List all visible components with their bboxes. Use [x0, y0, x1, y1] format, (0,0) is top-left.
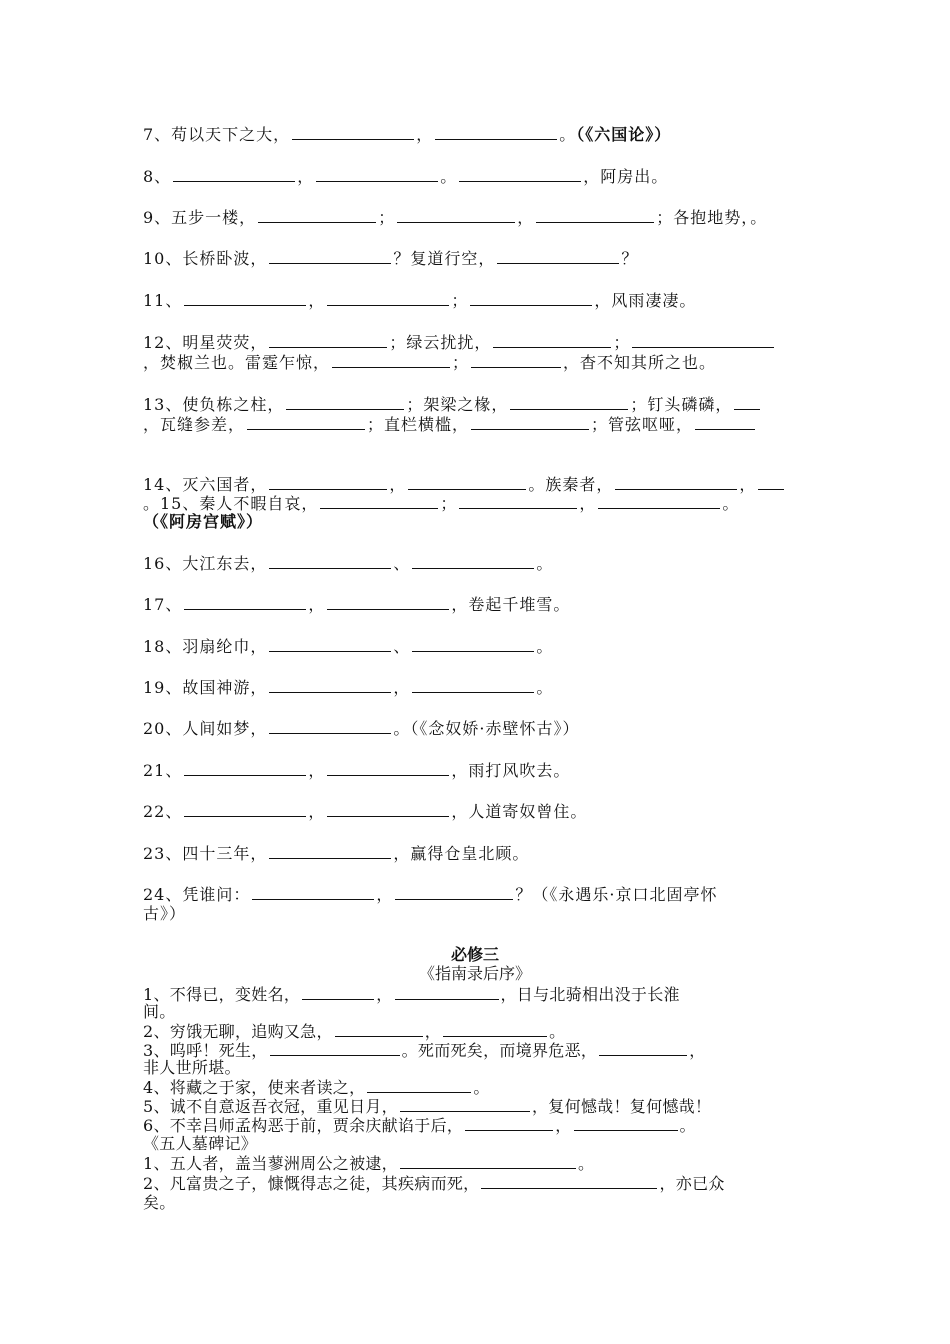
- blank[interactable]: [367, 1077, 471, 1093]
- blank[interactable]: [412, 553, 534, 569]
- blank[interactable]: [459, 493, 577, 509]
- blank[interactable]: [695, 414, 755, 430]
- blank[interactable]: [493, 332, 611, 348]
- question-23: 23、四十三年， ，赢得仓皇北顾。: [143, 844, 530, 863]
- question-24: 24、凭谁问： ， ？（《永遇乐·京口北固亭怀: [143, 885, 718, 904]
- blank[interactable]: [173, 166, 295, 182]
- blank[interactable]: [497, 248, 619, 264]
- source-label: （《阿房宫赋》）: [143, 512, 264, 531]
- question-21: 21、 ， ，雨打风吹去。: [143, 761, 571, 780]
- blank[interactable]: [632, 332, 774, 348]
- blank[interactable]: [734, 394, 760, 410]
- blank[interactable]: [443, 1021, 547, 1037]
- blank[interactable]: [292, 124, 414, 140]
- blank[interactable]: [400, 1153, 576, 1169]
- s3-line: 3、呜呼！死生， 。死而死矣，而境界危恶， ，: [143, 1041, 706, 1060]
- question-7: 7、苟以天下之大， ， 。（《六国论》）: [143, 125, 672, 144]
- s5-line: 5、诚不自意返吾衣冠，重见日月， ，复何憾哉！复何憾哉！: [143, 1097, 712, 1116]
- blank[interactable]: [269, 843, 391, 859]
- question-11: 11、 ， ； ，风雨凄凄。: [143, 291, 697, 310]
- blank[interactable]: [269, 553, 391, 569]
- question-13: 13、使负栋之柱， ；架梁之椽， ；钉头磷磷，: [143, 394, 762, 415]
- question-13-line2: ，瓦缝参差， ；直栏横槛， ；管弦呕哑，: [143, 414, 757, 435]
- question-10: 10、长桥卧波， ？复道行空， ？: [143, 249, 639, 268]
- s4-line: 4、将藏之于家，使来者读之， 。: [143, 1078, 490, 1097]
- blank[interactable]: [397, 207, 515, 223]
- s6-line: 6、不幸吕师孟构恶于前，贾余庆献谄于后， ， 。: [143, 1116, 696, 1135]
- question-9: 9、五步一楼， ； ， ；各抱地势，。: [143, 208, 768, 227]
- blank[interactable]: [320, 493, 438, 509]
- question-14: 14、灭六国者， ， 。族秦者， ，: [143, 474, 786, 495]
- t2-line2: 矣。: [143, 1193, 176, 1212]
- section-title: 必修三: [450, 945, 499, 964]
- blank[interactable]: [252, 884, 374, 900]
- blank[interactable]: [574, 1115, 678, 1131]
- blank[interactable]: [184, 594, 306, 610]
- blank[interactable]: [327, 801, 449, 817]
- blank[interactable]: [400, 1096, 530, 1112]
- blank[interactable]: [269, 636, 391, 652]
- question-22: 22、 ， ，人道寄奴曾住。: [143, 802, 588, 821]
- blank[interactable]: [470, 290, 592, 306]
- blank[interactable]: [536, 207, 654, 223]
- blank[interactable]: [412, 677, 534, 693]
- blank[interactable]: [332, 352, 450, 368]
- blank[interactable]: [395, 984, 499, 1000]
- question-17: 17、 ， ，卷起千堆雪。: [143, 595, 571, 614]
- section-subtitle: 《指南录后序》: [418, 964, 531, 983]
- blank[interactable]: [327, 760, 449, 776]
- blank[interactable]: [269, 718, 391, 734]
- blank[interactable]: [408, 474, 526, 490]
- section-subtitle: 《五人墓碑记》: [143, 1134, 258, 1153]
- blank[interactable]: [598, 493, 720, 509]
- t2-line: 2、凡富贵之子，慷慨得志之徒，其疾病而死， ，亦已众: [143, 1174, 725, 1193]
- question-16: 16、大江东去， 、 。: [143, 554, 554, 573]
- blank[interactable]: [247, 414, 365, 430]
- question-19: 19、故国神游， ， 。: [143, 678, 554, 697]
- blank[interactable]: [599, 1040, 687, 1056]
- blank[interactable]: [758, 474, 784, 490]
- blank[interactable]: [302, 984, 374, 1000]
- blank[interactable]: [412, 636, 534, 652]
- s3-line2: 非人世所堪。: [143, 1058, 241, 1077]
- blank[interactable]: [395, 884, 513, 900]
- blank[interactable]: [269, 248, 391, 264]
- question-20: 20、人间如梦， 。（《念奴娇·赤壁怀古》）: [143, 719, 580, 738]
- source-label: （《六国论》）: [576, 125, 672, 144]
- question-12-line2: ，焚椒兰也。雷霆乍惊， ； ，杳不知其所之也。: [143, 353, 717, 372]
- blank[interactable]: [269, 677, 391, 693]
- question-15: 。15、秦人不暇自哀， ； ， 。: [143, 494, 740, 513]
- blank[interactable]: [435, 124, 557, 140]
- blank[interactable]: [327, 594, 449, 610]
- blank[interactable]: [184, 801, 306, 817]
- question-8: 8、 ， 。 ，阿房出。: [143, 167, 669, 186]
- blank[interactable]: [269, 474, 387, 490]
- blank[interactable]: [510, 394, 628, 410]
- blank[interactable]: [316, 166, 438, 182]
- blank[interactable]: [286, 394, 404, 410]
- s1-line: 1、不得已，变姓名， ， ，日与北骑相出没于长淮: [143, 985, 680, 1004]
- blank[interactable]: [471, 352, 561, 368]
- question-12: 12、明星荧荧， ；绿云扰扰， ；: [143, 332, 776, 353]
- blank[interactable]: [471, 414, 589, 430]
- blank[interactable]: [615, 474, 737, 490]
- blank[interactable]: [184, 760, 306, 776]
- blank[interactable]: [258, 207, 376, 223]
- blank[interactable]: [270, 1040, 400, 1056]
- blank[interactable]: [465, 1115, 553, 1131]
- question-18: 18、羽扇纶巾， 、 。: [143, 637, 554, 656]
- blank[interactable]: [327, 290, 449, 306]
- question-24-line2: 古》）: [143, 904, 187, 923]
- s2-line: 2、穷饿无聊，追购又急， ， 。: [143, 1022, 566, 1041]
- blank[interactable]: [335, 1021, 423, 1037]
- s1-line2: 间。: [143, 1002, 176, 1021]
- blank[interactable]: [481, 1173, 657, 1189]
- t1-line: 1、五人者，盖当蓼洲周公之被逮， 。: [143, 1154, 595, 1173]
- blank[interactable]: [184, 290, 306, 306]
- blank[interactable]: [459, 166, 581, 182]
- blank[interactable]: [269, 332, 387, 348]
